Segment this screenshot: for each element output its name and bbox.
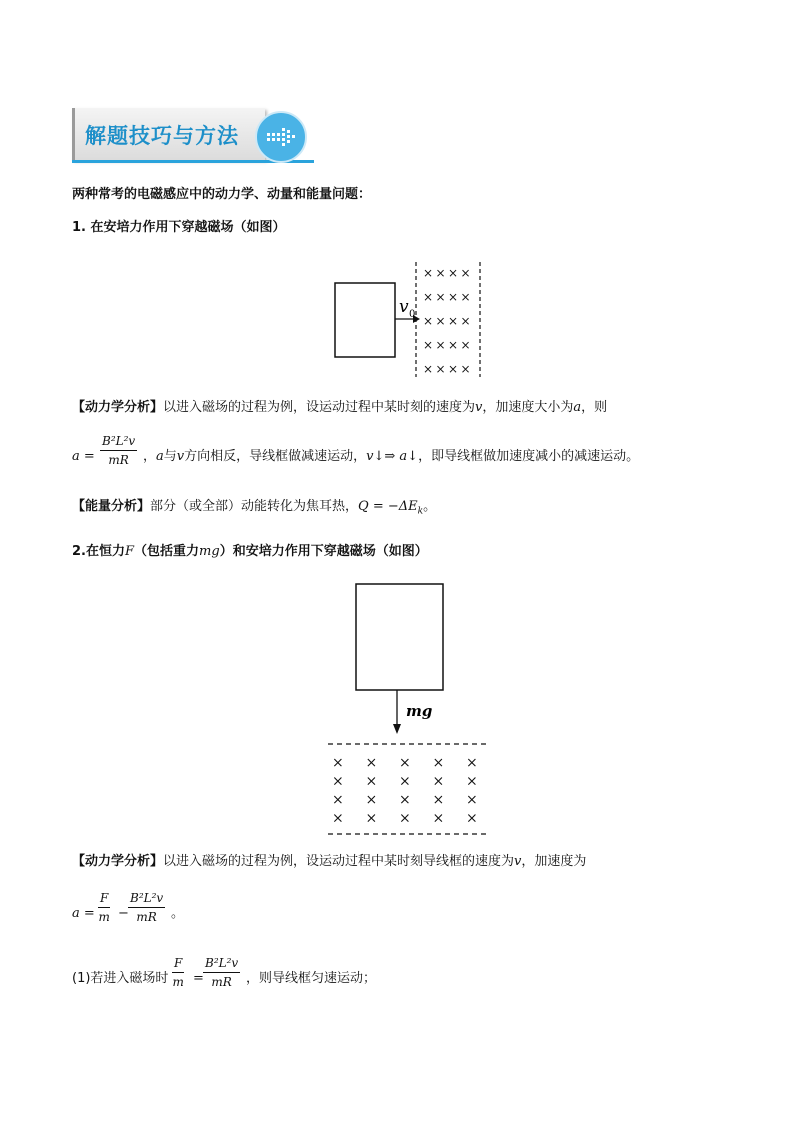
wire-frame bbox=[335, 283, 395, 357]
dynamics-text2: ，加速度大小为 bbox=[482, 400, 574, 415]
dynamics-label: 【动力学分析】 bbox=[72, 400, 164, 415]
field-cross: × bbox=[448, 338, 459, 352]
field-cross: × bbox=[432, 792, 445, 808]
field-cross: × bbox=[423, 338, 434, 352]
field-cross: × bbox=[332, 792, 344, 808]
item1-equals: = bbox=[193, 971, 204, 986]
field-cross: × bbox=[435, 362, 446, 376]
magnetic-field-crosses-2 bbox=[332, 755, 478, 827]
gravity-label: mg bbox=[406, 702, 433, 720]
eq1-numerator: B²L²v bbox=[102, 434, 136, 448]
field-cross: × bbox=[423, 314, 434, 328]
field-cross: × bbox=[448, 362, 459, 376]
banner-title: 解题技巧与方法 bbox=[85, 124, 239, 148]
field-cross: × bbox=[466, 810, 478, 827]
dynamics-text-2: 以进入磁场的过程为例，设运动过程中某时刻导线框的速度为 bbox=[163, 854, 515, 869]
field-cross: × bbox=[399, 773, 411, 790]
eq2-fraction-2: B²L²v mR bbox=[130, 891, 164, 924]
field-cross: × bbox=[460, 338, 471, 352]
field-cross: × bbox=[332, 755, 344, 771]
field-cross: × bbox=[399, 792, 411, 808]
field-cross: × bbox=[448, 266, 459, 280]
field-cross: × bbox=[435, 266, 446, 280]
field-cross: × bbox=[460, 266, 471, 280]
eq1-lhs: a = bbox=[72, 449, 95, 464]
eq2-minus: − bbox=[118, 906, 129, 921]
field-cross: × bbox=[365, 792, 378, 808]
field-cross: × bbox=[365, 773, 378, 790]
field-cross: × bbox=[423, 290, 434, 304]
var-a: a bbox=[573, 400, 582, 415]
field-cross: × bbox=[466, 773, 478, 790]
case1-dynamics-line bbox=[72, 399, 607, 417]
field-cross: × bbox=[435, 338, 446, 352]
case2-dynamics-line: 【动力学分析】以进入磁场的过程为例，设运动过程中某时刻导线框的速度为v，加速度为 bbox=[72, 854, 587, 869]
dynamics-text3: ，则 bbox=[581, 400, 608, 415]
field-cross: × bbox=[432, 755, 445, 771]
eq2-fraction-1: F m bbox=[98, 891, 110, 924]
case2-heading: 2.在恒力F（包括重力mg）和安培力作用下穿越磁场（如图） bbox=[72, 544, 428, 559]
velocity-subscript: 0 bbox=[409, 309, 416, 320]
field-cross: × bbox=[432, 773, 445, 790]
energy-equation: Q = −ΔE bbox=[358, 499, 418, 514]
case1-energy-line: 【能量分析】部分（或全部）动能转化为焦耳热，$Q = -\Delta E_k$。 bbox=[72, 499, 437, 517]
eq2-lhs: a = bbox=[72, 906, 95, 921]
field-cross: × bbox=[448, 314, 459, 328]
field-cross: × bbox=[460, 362, 471, 376]
velocity-label: v bbox=[399, 297, 409, 317]
section-banner bbox=[72, 108, 314, 164]
eq2-end: 。 bbox=[171, 906, 185, 921]
dynamics-label-2: 【动力学分析】 bbox=[72, 854, 164, 869]
field-cross: × bbox=[399, 755, 411, 771]
eq1-denominator: mR bbox=[108, 453, 129, 467]
field-cross: × bbox=[448, 290, 459, 304]
eq1-tail: ，a与v方向相反，导线框做减速运动，v↓⇒ a↓，即导线框做加速度减小的减速运动。 bbox=[143, 449, 640, 464]
intro-text: 两种常考的电磁感应中的动力学、动量和能量问题： bbox=[72, 187, 372, 202]
item1-fraction-1: F m bbox=[172, 956, 184, 989]
arrow-dots-icon bbox=[255, 111, 307, 163]
field-cross: × bbox=[332, 810, 344, 827]
energy-subscript: k bbox=[417, 506, 424, 517]
banner-box bbox=[72, 108, 265, 160]
field-cross: × bbox=[432, 810, 445, 827]
eq1-fraction bbox=[100, 434, 137, 467]
gravity-arrow-head bbox=[393, 724, 401, 734]
field-cross: × bbox=[460, 290, 471, 304]
field-cross: × bbox=[423, 362, 434, 376]
item1-suffix: ，则导线框匀速运动； bbox=[246, 971, 377, 986]
eq1-arrows: v↓⇒ a↓ bbox=[366, 449, 419, 464]
field-cross: × bbox=[365, 810, 378, 827]
case1-heading: 1. 在安培力作用下穿越磁场（如图） bbox=[72, 220, 286, 235]
wire-frame-2 bbox=[356, 584, 443, 690]
field-cross: × bbox=[399, 810, 411, 827]
field-cross: × bbox=[466, 755, 478, 771]
energy-text: 部分（或全部）动能转化为焦耳热， bbox=[150, 499, 359, 514]
field-cross: × bbox=[423, 266, 434, 280]
field-cross: × bbox=[460, 314, 471, 328]
dynamics-text: 以进入磁场的过程为例，设运动过程中某时刻的速度为 bbox=[163, 400, 476, 415]
energy-label: 【能量分析】 bbox=[72, 499, 151, 514]
item1-fraction-2: B²L²v mR bbox=[205, 956, 239, 989]
item1-prefix: (1)若进入磁场时 bbox=[72, 971, 169, 986]
figure-constant-force bbox=[322, 578, 492, 840]
field-cross: × bbox=[435, 314, 446, 328]
magnetic-field-crosses bbox=[423, 266, 471, 376]
field-cross: × bbox=[466, 792, 478, 808]
field-cross: × bbox=[435, 290, 446, 304]
field-cross: × bbox=[365, 755, 378, 771]
var-v: v bbox=[475, 400, 483, 415]
field-cross: × bbox=[332, 773, 344, 790]
figure-ampere-force bbox=[305, 255, 487, 380]
